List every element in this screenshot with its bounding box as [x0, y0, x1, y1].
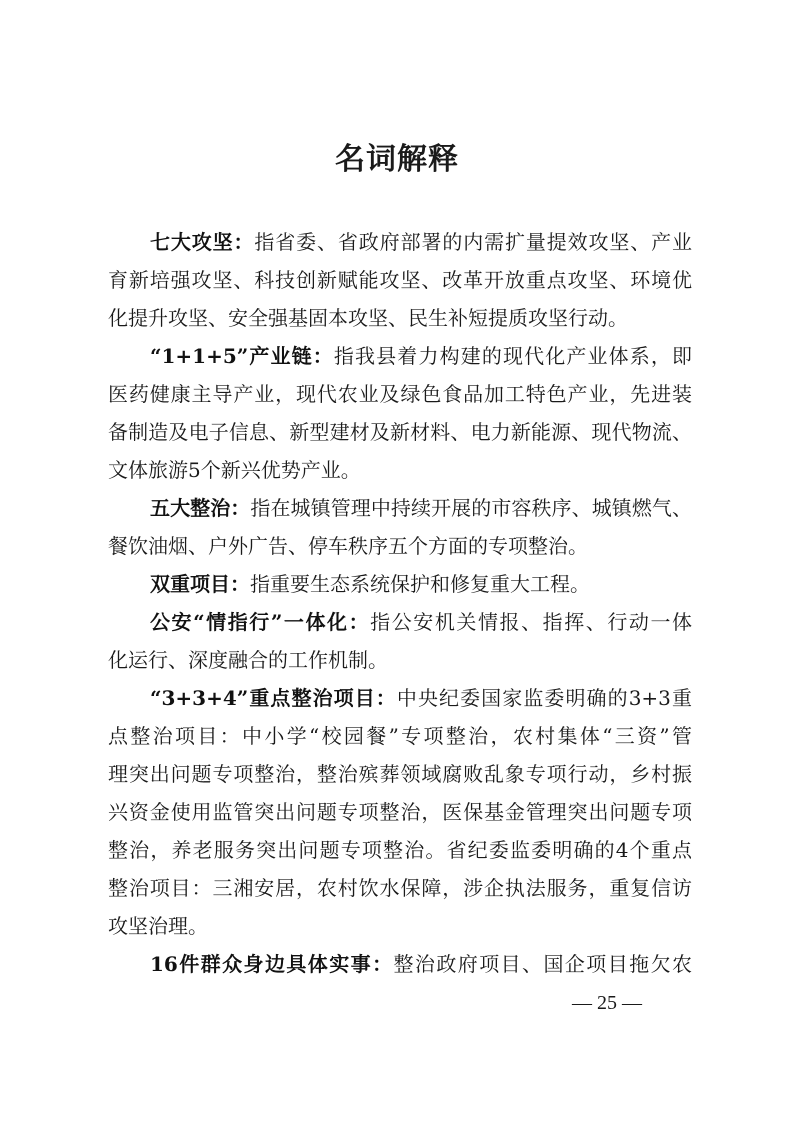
- definition-text: 医药健康主导产业，现代农业及绿色食品加工特色产业，先进装: [108, 382, 692, 406]
- glossary-entry: [108, 337, 692, 489]
- text-line: [108, 223, 692, 261]
- text-line: [108, 299, 692, 337]
- glossary-entry: [108, 679, 692, 945]
- definition-text: 指公安机关情报、指挥、行动一体: [370, 610, 693, 634]
- page-title: 名词解释: [335, 142, 459, 177]
- glossary-entry: [108, 603, 692, 679]
- glossary-term: “1+1+5”产业链：: [150, 344, 334, 368]
- glossary-body: [108, 223, 692, 983]
- definition-text: 攻坚治理。: [108, 914, 208, 938]
- definition-text: 兴资金使用监管突出问题专项整治，医保基金管理突出问题专项: [108, 800, 692, 824]
- text-line: [108, 945, 692, 983]
- glossary-entry: [108, 945, 692, 983]
- text-line: [108, 565, 692, 603]
- glossary-term: “3+3+4”重点整治项目：: [150, 686, 397, 710]
- definition-text: 指我县着力构建的现代化产业体系，即: [333, 344, 692, 368]
- text-line: [108, 337, 692, 375]
- glossary-term: 双重项目：: [150, 572, 250, 596]
- definition-text: 整治政府项目、国企项目拖欠农: [393, 952, 693, 976]
- text-line: [108, 717, 692, 755]
- text-line: [108, 603, 692, 641]
- text-line: [108, 451, 692, 489]
- definition-text: 理突出问题专项整治，整治殡葬领域腐败乱象专项行动，乡村振: [108, 762, 692, 786]
- text-line: [108, 869, 692, 907]
- page-number: — 25 —: [572, 992, 642, 1014]
- text-line: [108, 489, 692, 527]
- text-line: [108, 679, 692, 717]
- glossary-term: 16件群众身边具体实事：: [150, 952, 394, 976]
- definition-text: 整治，养老服务突出问题专项整治。省纪委监委明确的4个重点: [108, 838, 692, 862]
- glossary-term: 公安“情指行”一体化：: [150, 610, 371, 634]
- definition-text: 文体旅游5个新兴优势产业。: [108, 458, 361, 482]
- glossary-entry: [108, 489, 692, 565]
- text-line: [108, 793, 692, 831]
- text-line: [108, 831, 692, 869]
- text-line: [108, 527, 692, 565]
- definition-text: 化运行、深度融合的工作机制。: [108, 648, 388, 672]
- definition-text: 指省委、省政府部署的内需扩量提效攻坚、产业: [254, 230, 693, 254]
- glossary-entry: [108, 565, 692, 603]
- definition-text: 指在城镇管理中持续开展的市容秩序、城镇燃气、: [250, 496, 693, 520]
- glossary-term: 七大攻坚：: [150, 230, 255, 254]
- glossary-term: 五大整治：: [150, 496, 251, 520]
- text-line: [108, 907, 692, 945]
- text-line: [108, 375, 692, 413]
- text-line: [108, 755, 692, 793]
- definition-text: 整治项目：三湘安居，农村饮水保障，涉企执法服务，重复信访: [108, 876, 692, 900]
- definition-text: 指重要生态系统保护和修复重大工程。: [250, 572, 590, 596]
- definition-text: 中央纪委国家监委明确的3+3重: [396, 686, 692, 710]
- text-line: [108, 261, 692, 299]
- definition-text: 餐饮油烟、户外广告、停车秩序五个方面的专项整治。: [108, 534, 588, 558]
- definition-text: 育新培强攻坚、科技创新赋能攻坚、改革开放重点攻坚、环境优: [108, 268, 692, 292]
- definition-text: 化提升攻坚、安全强基固本攻坚、民生补短提质攻坚行动。: [108, 306, 628, 330]
- text-line: [108, 641, 692, 679]
- glossary-entry: [108, 223, 692, 337]
- definition-text: 备制造及电子信息、新型建材及新材料、电力新能源、现代物流、: [108, 420, 692, 444]
- definition-text: 点整治项目：中小学“校园餐”专项整治，农村集体“三资”管: [108, 724, 692, 748]
- text-line: [108, 413, 692, 451]
